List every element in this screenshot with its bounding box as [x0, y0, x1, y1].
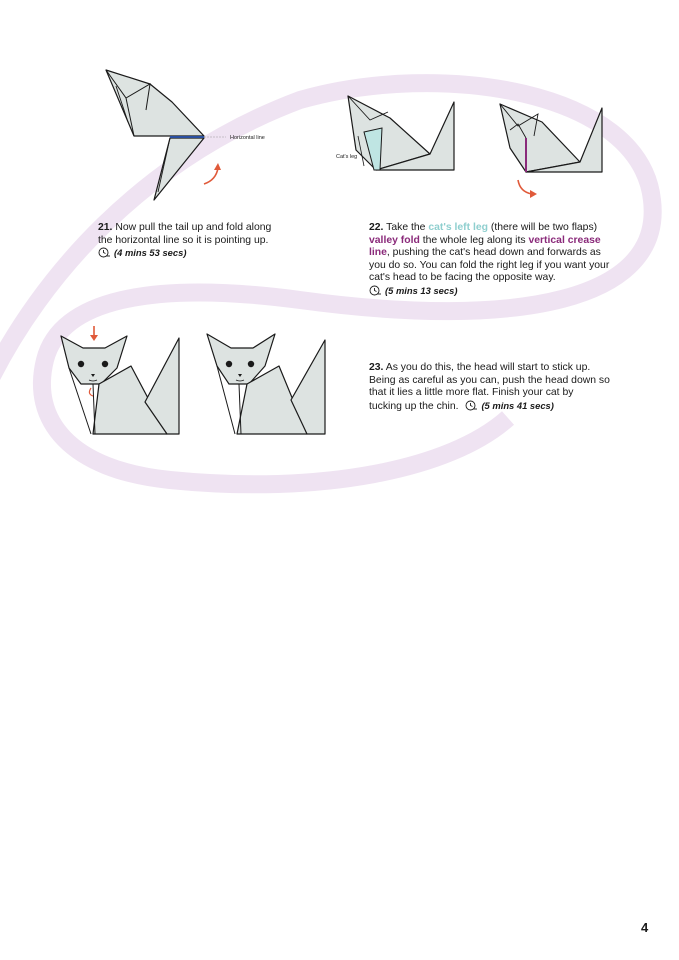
timer-icon [369, 285, 382, 296]
step-text: the whole leg along its [422, 234, 526, 246]
step-number: 21. [98, 222, 113, 233]
up-arrow-icon [214, 163, 221, 170]
highlight-cats-left-leg: cat's left leg [428, 222, 488, 233]
step-text: , pushing the cat's head down and forwards as [386, 247, 601, 259]
down-arrow-icon [530, 190, 537, 198]
step-21-text [98, 222, 298, 261]
page-number: 4 [641, 920, 649, 935]
step-23-text [369, 362, 629, 413]
figure-step-23-after [203, 330, 333, 442]
horizontal-line-label: Horizontal line [230, 135, 265, 141]
step-text-line: the horizontal line so it is pointing up. [98, 234, 269, 246]
figure-step-23-before [55, 322, 190, 442]
step-time: (5 mins 13 secs) [385, 284, 458, 296]
step-number: 23. [369, 362, 384, 373]
step-text-line: that it lies a little more flat. Finish your cat by [369, 387, 574, 399]
step-time: (5 mins 41 secs) [481, 399, 554, 411]
step-text-line: you do so. You can fold the right leg if you want your [369, 259, 610, 271]
figure-step-22-before [330, 90, 465, 180]
step-text-line: Being as careful as you can, push the head down so [369, 374, 610, 386]
step-text-line: Now pull the tail up and fold along [115, 222, 272, 233]
timer-icon [465, 400, 478, 411]
highlight-vertical-crease: vertical crease [528, 234, 601, 246]
figure-step-21 [100, 62, 290, 212]
cats-leg-label: Cat's leg [336, 154, 358, 160]
step-22-text [369, 222, 629, 299]
step-text-line: tucking up the chin. [369, 400, 459, 412]
step-text: (there will be two flaps) [490, 222, 598, 233]
timer-icon [98, 247, 111, 258]
down-arrow-icon [90, 335, 98, 341]
figure-step-22-after [490, 98, 610, 202]
step-number: 22. [369, 222, 384, 233]
highlight-line: line [369, 247, 387, 259]
step-text-line: As you do this, the head will start to stick up. [385, 362, 591, 373]
step-text: Take the [386, 222, 426, 233]
highlight-valley-fold: valley fold [369, 234, 420, 246]
step-text-line: cat's head to be facing the opposite way. [369, 272, 556, 284]
step-time: (4 mins 53 secs) [114, 247, 187, 259]
